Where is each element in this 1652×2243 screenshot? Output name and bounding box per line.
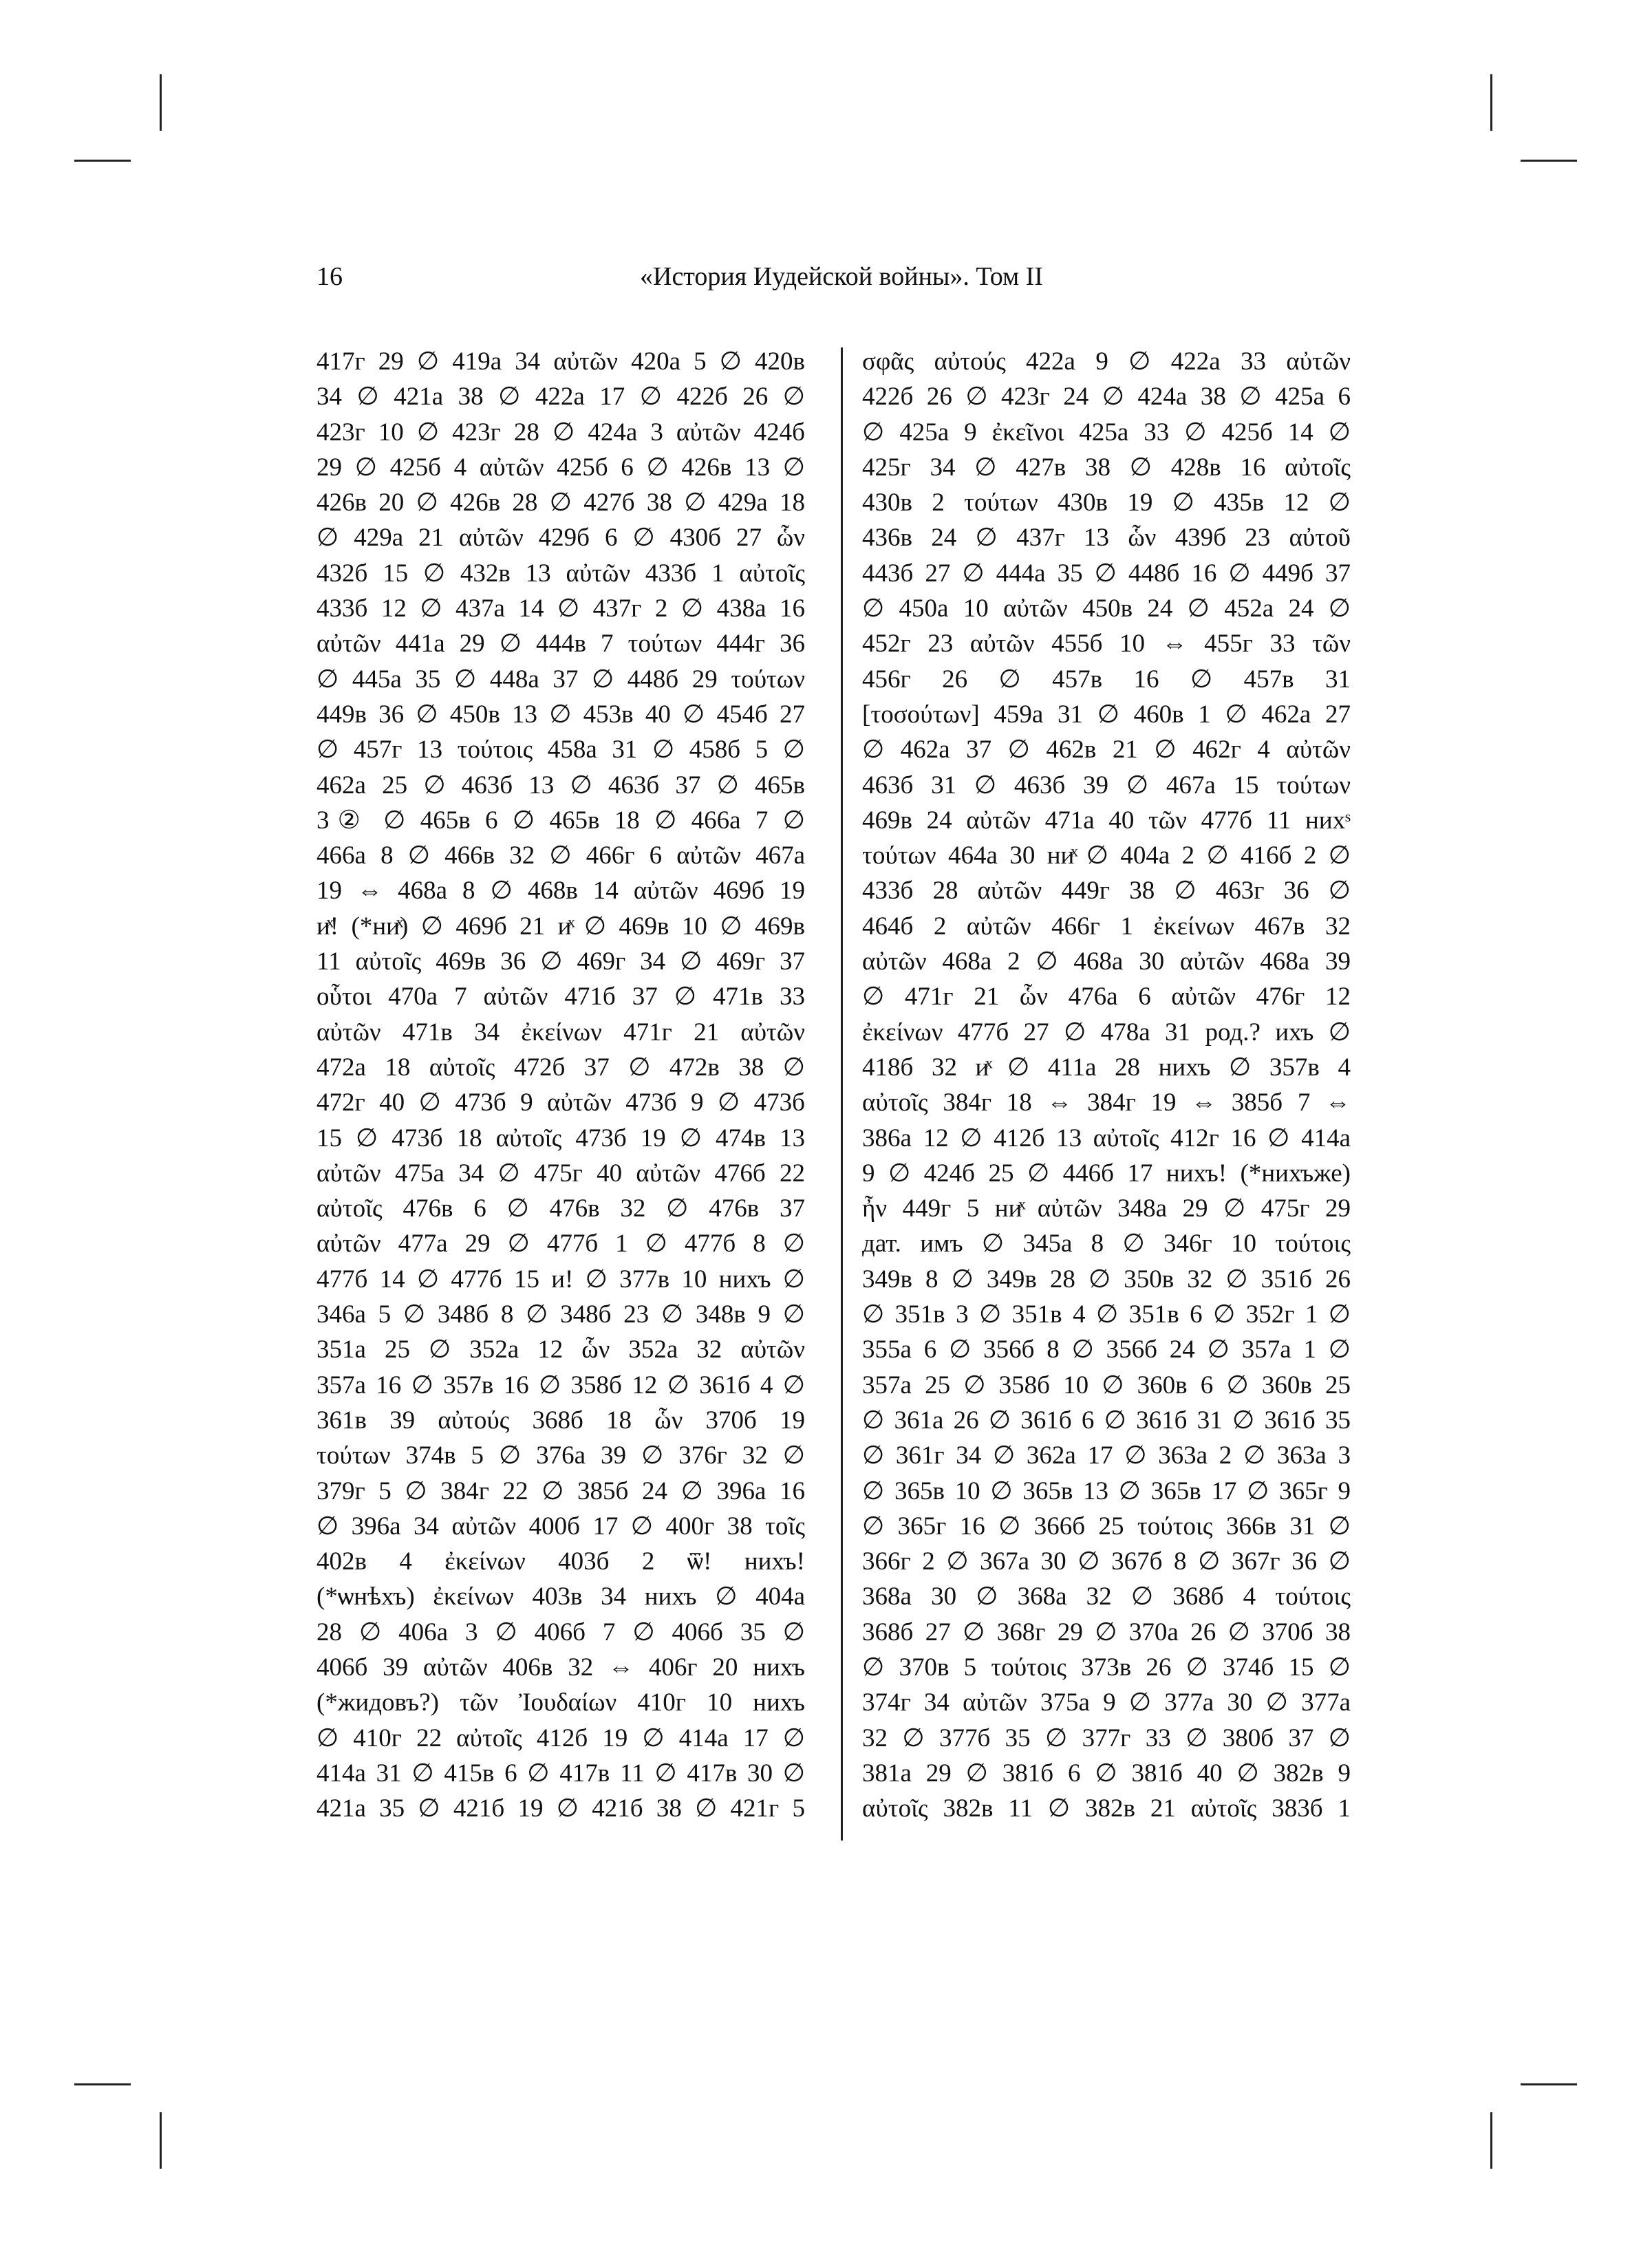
text-line-content: 477б 14 ∅ 477б 15 и! ∅ 377в 10 нихъ ∅ — [317, 1265, 805, 1294]
text-line — [317, 1297, 805, 1332]
text-line — [862, 1509, 1351, 1544]
text-line — [862, 556, 1351, 591]
text-line — [862, 485, 1351, 520]
text-line-content: дат. имъ ∅ 345а 8 ∅ 346г 10 τούτοις — [862, 1230, 1351, 1258]
text-line-content: 386а 12 ∅ 412б 13 αὐτοῖς 412г 16 ∅ 414а — [862, 1124, 1351, 1152]
text-line-content: τούτων 464а 30 ниͯ ∅ 404а 2 ∅ 416б 2 ∅ — [862, 841, 1351, 870]
crop-mark-bottom-left-vertical — [160, 2112, 162, 2169]
text-line-content: 449в 36 ∅ 450в 13 ∅ 453в 40 ∅ 454б 27 — [317, 700, 805, 729]
text-line — [862, 1191, 1351, 1226]
text-line — [862, 450, 1351, 485]
text-line-content: οὗτοι 470а 7 αὐτῶν 471б 37 ∅ 471в 33 — [317, 983, 805, 1011]
text-line-content: ∅ 471г 21 ὧν 476а 6 αὐτῶν 476г 12 — [862, 983, 1351, 1011]
text-line-content: 433б 12 ∅ 437а 14 ∅ 437г 2 ∅ 438а 16 — [317, 594, 805, 623]
text-line-content: αὐτοῖς 384г 18 ⇔ 384г 19 ⇔ 385б 7 ⇔ — [862, 1088, 1351, 1117]
text-line-content: τούτων 374в 5 ∅ 376а 39 ∅ 376г 32 ∅ — [317, 1441, 805, 1470]
text-line — [317, 1156, 805, 1191]
text-line — [317, 803, 805, 838]
text-line-content: αὐτῶν 477а 29 ∅ 477б 1 ∅ 477б 8 ∅ — [317, 1230, 805, 1258]
text-line — [862, 626, 1351, 661]
text-line — [862, 1615, 1351, 1650]
text-line — [862, 344, 1351, 379]
text-line-content: 433б 28 αὐτῶν 449г 38 ∅ 463г 36 ∅ — [862, 877, 1351, 905]
text-line — [317, 520, 805, 555]
text-line — [862, 1297, 1351, 1332]
text-line-content: 452г 23 αὐτῶν 455б 10 ⇔ 455г 33 τῶν — [862, 630, 1351, 658]
text-line-content: 346а 5 ∅ 348б 8 ∅ 348б 23 ∅ 348в 9 ∅ — [317, 1300, 805, 1329]
crop-mark-top-right-horizontal — [1521, 160, 1577, 162]
text-line — [862, 1050, 1351, 1085]
text-line-content: σφᾶς αὐτούς 422а 9 ∅ 422а 33 αὐτῶν — [862, 347, 1351, 376]
running-title: «История Иудейской войны». Том II — [640, 262, 1043, 291]
text-line-content: 464б 2 αὐτῶν 466г 1 ἐκείνων 467в 32 — [862, 912, 1351, 941]
text-line-content: 426в 20 ∅ 426в 28 ∅ 427б 38 ∅ 429а 18 — [317, 489, 805, 517]
text-line — [317, 662, 805, 697]
text-line — [317, 1544, 805, 1579]
text-line-content: 3② ∅ 465в 6 ∅ 465в 18 ∅ 466а 7 ∅ — [317, 806, 805, 835]
text-line — [862, 1544, 1351, 1579]
text-line — [862, 1332, 1351, 1367]
text-line-content: 402в 4 ἐκείνων 403б 2 ѿ! нихъ! — [317, 1547, 805, 1576]
text-line — [862, 1121, 1351, 1156]
text-line-content: 406б 39 αὐτῶν 406в 32 ⇔ 406г 20 нихъ — [317, 1653, 805, 1682]
text-line — [317, 1791, 805, 1826]
text-line — [317, 1121, 805, 1156]
text-line — [317, 556, 805, 591]
text-line-content: ἐκείνων 477б 27 ∅ 478а 31 род.? ихъ ∅ — [862, 1018, 1351, 1047]
text-line-content: 469в 24 αὐτῶν 471а 40 τῶν 477б 11 нихˢ — [862, 806, 1351, 835]
text-line — [317, 944, 805, 979]
text-line — [317, 1262, 805, 1297]
text-line-content: 466а 8 ∅ 466в 32 ∅ 466г 6 αὐτῶν 467а — [317, 841, 805, 870]
text-line — [317, 1509, 805, 1544]
text-line-content: 472г 40 ∅ 473б 9 αὐτῶν 473б 9 ∅ 473б — [317, 1088, 805, 1117]
crop-mark-top-left-vertical — [160, 74, 162, 131]
text-line — [862, 873, 1351, 908]
text-line — [317, 1438, 805, 1473]
crop-mark-bottom-right-horizontal — [1521, 2083, 1577, 2085]
text-line-content: 32 ∅ 377б 35 ∅ 377г 33 ∅ 380б 37 ∅ — [862, 1724, 1351, 1752]
text-line — [862, 1791, 1351, 1826]
crop-mark-bottom-left-horizontal — [74, 2083, 131, 2085]
right-column — [862, 344, 1351, 1826]
text-line-content: αὐτῶν 475а 34 ∅ 475г 40 αὐτῶν 476б 22 — [317, 1159, 805, 1188]
text-line — [862, 1015, 1351, 1050]
text-line — [317, 1191, 805, 1226]
text-line — [862, 1156, 1351, 1191]
text-line — [862, 944, 1351, 979]
text-line — [317, 591, 805, 626]
text-line — [317, 1332, 805, 1367]
text-line — [317, 732, 805, 767]
text-line-content: ∅ 429а 21 αὐτῶν 429б 6 ∅ 430б 27 ὧν — [317, 524, 805, 552]
text-line — [317, 1615, 805, 1650]
text-line-content: иͯ! (*ниͯ) ∅ 469б 21 иͯ ∅ 469в 10 ∅ 469в — [317, 912, 805, 941]
text-line — [862, 1403, 1351, 1438]
text-line — [317, 1226, 805, 1261]
text-line-content: 366г 2 ∅ 367а 30 ∅ 367б 8 ∅ 367г 36 ∅ — [862, 1547, 1351, 1576]
text-line-content: 28 ∅ 406а 3 ∅ 406б 7 ∅ 406б 35 ∅ — [317, 1618, 805, 1646]
text-line — [317, 379, 805, 414]
crop-mark-top-right-vertical — [1490, 74, 1492, 131]
text-line-content: 381а 29 ∅ 381б 6 ∅ 381б 40 ∅ 382в 9 — [862, 1759, 1351, 1788]
text-line — [862, 838, 1351, 873]
text-line — [862, 1368, 1351, 1403]
text-line-content: 443б 27 ∅ 444а 35 ∅ 448б 16 ∅ 449б 37 — [862, 559, 1351, 588]
text-line-content: (*жидовъ?) τῶν Ἰουδαίων 410г 10 нихъ — [317, 1688, 805, 1717]
text-line-content: ∅ 410г 22 αὐτοῖς 412б 19 ∅ 414а 17 ∅ — [317, 1724, 805, 1752]
text-line — [862, 1756, 1351, 1791]
text-line-content: 462а 25 ∅ 463б 13 ∅ 463б 37 ∅ 465в — [317, 771, 805, 799]
page-header — [317, 261, 1383, 303]
text-line-content: 351а 25 ∅ 352а 12 ὧν 352а 32 αὐτῶν — [317, 1335, 805, 1364]
text-line-content: ∅ 450а 10 αὐτῶν 450в 24 ∅ 452а 24 ∅ — [862, 594, 1351, 623]
text-line — [862, 662, 1351, 697]
text-line — [317, 979, 805, 1014]
text-line-content: ἦν 449г 5 ниͯ αὐτῶν 348а 29 ∅ 475г 29 — [862, 1194, 1351, 1223]
text-line-content: 432б 15 ∅ 432в 13 αὐτῶν 433б 1 αὐτοῖς — [317, 559, 805, 588]
text-line — [317, 1579, 805, 1614]
text-line-content: αὐτοῖς 476в 6 ∅ 476в 32 ∅ 476в 37 — [317, 1194, 805, 1223]
text-line-content: 11 αὐτοῖς 469в 36 ∅ 469г 34 ∅ 469г 37 — [317, 947, 805, 976]
text-line-content: 9 ∅ 424б 25 ∅ 446б 17 нихъ! (*нихъже) — [862, 1159, 1351, 1188]
text-line-content: ∅ 365в 10 ∅ 365в 13 ∅ 365в 17 ∅ 365г 9 — [862, 1477, 1351, 1505]
text-line-content: 374г 34 αὐτῶν 375а 9 ∅ 377а 30 ∅ 377а — [862, 1688, 1351, 1717]
text-line — [862, 979, 1351, 1014]
page-number: 16 — [317, 262, 343, 291]
text-line — [862, 768, 1351, 803]
text-line-content: 19 ⇔ 468а 8 ∅ 468в 14 αὐτῶν 469б 19 — [317, 877, 805, 905]
text-line — [862, 697, 1351, 732]
crop-mark-top-left-horizontal — [74, 160, 131, 162]
text-line-content: [τοσούτων] 459а 31 ∅ 460в 1 ∅ 462а 27 — [862, 700, 1351, 729]
text-line — [317, 1403, 805, 1438]
text-line-content: ∅ 361а 26 ∅ 361б 6 ∅ 361б 31 ∅ 361б 35 — [862, 1406, 1351, 1435]
text-line-content: ∅ 365г 16 ∅ 366б 25 τούτοις 366в 31 ∅ — [862, 1512, 1351, 1541]
text-line — [317, 838, 805, 873]
text-line-content: 430в 2 τούτων 430в 19 ∅ 435в 12 ∅ — [862, 489, 1351, 517]
text-line-content: αὐτοῖς 382в 11 ∅ 382в 21 αὐτοῖς 383б 1 — [862, 1794, 1351, 1823]
text-line-content: 349в 8 ∅ 349в 28 ∅ 350в 32 ∅ 351б 26 — [862, 1265, 1351, 1294]
text-line-content: 423г 10 ∅ 423г 28 ∅ 424а 3 αὐτῶν 424б — [317, 418, 805, 447]
text-line — [862, 909, 1351, 944]
text-line-content: ∅ 351в 3 ∅ 351в 4 ∅ 351в 6 ∅ 352г 1 ∅ — [862, 1300, 1351, 1329]
text-line — [862, 1085, 1351, 1120]
text-line-content: 422б 26 ∅ 423г 24 ∅ 424а 38 ∅ 425а 6 — [862, 383, 1351, 411]
text-line — [317, 450, 805, 485]
text-line-content: 456г 26 ∅ 457в 16 ∅ 457в 31 — [862, 665, 1351, 694]
text-line — [317, 697, 805, 732]
text-line — [317, 1015, 805, 1050]
text-line — [317, 873, 805, 908]
text-line — [317, 1756, 805, 1791]
text-line — [317, 1721, 805, 1756]
text-line-content: 418б 32 иͯ ∅ 411а 28 нихъ ∅ 357в 4 — [862, 1053, 1351, 1082]
text-line — [317, 1685, 805, 1720]
text-line — [317, 768, 805, 803]
text-line — [317, 1085, 805, 1120]
text-line-content: 355а 6 ∅ 356б 8 ∅ 356б 24 ∅ 357а 1 ∅ — [862, 1335, 1351, 1364]
text-line — [317, 485, 805, 520]
text-line-content: 357а 25 ∅ 358б 10 ∅ 360в 6 ∅ 360в 25 — [862, 1371, 1351, 1399]
text-line-content: ∅ 445а 35 ∅ 448а 37 ∅ 448б 29 τούτων — [317, 665, 805, 694]
text-line — [862, 1226, 1351, 1261]
text-line-content: 368а 30 ∅ 368а 32 ∅ 368б 4 τούτοις — [862, 1582, 1351, 1611]
text-line — [862, 1438, 1351, 1473]
crop-mark-bottom-right-vertical — [1490, 2112, 1492, 2169]
text-line-content: ∅ 457г 13 τούτοις 458а 31 ∅ 458б 5 ∅ — [317, 736, 805, 764]
text-line-content: 29 ∅ 425б 4 αὐτῶν 425б 6 ∅ 426в 13 ∅ — [317, 453, 805, 482]
text-line-content: 463б 31 ∅ 463б 39 ∅ 467а 15 τούτων — [862, 771, 1351, 799]
text-line-content: 361в 39 αὐτούς 368б 18 ὧν 370б 19 — [317, 1406, 805, 1435]
text-line — [862, 415, 1351, 450]
text-line — [862, 379, 1351, 414]
column-divider — [841, 347, 843, 1840]
text-line — [317, 1474, 805, 1509]
text-line — [317, 415, 805, 450]
text-line-content: 472а 18 αὐτοῖς 472б 37 ∅ 472в 38 ∅ — [317, 1053, 805, 1082]
left-column — [317, 344, 805, 1826]
text-line-content: 15 ∅ 473б 18 αὐτοῖς 473б 19 ∅ 474в 13 — [317, 1124, 805, 1152]
text-line — [862, 803, 1351, 838]
text-line-content: 425г 34 ∅ 427в 38 ∅ 428в 16 αὐτοῖς — [862, 453, 1351, 482]
text-line — [317, 1368, 805, 1403]
text-line-content: 414а 31 ∅ 415в 6 ∅ 417в 11 ∅ 417в 30 ∅ — [317, 1759, 805, 1788]
text-line — [317, 1650, 805, 1685]
text-line — [317, 344, 805, 379]
text-line-content: ∅ 361г 34 ∅ 362а 17 ∅ 363а 2 ∅ 363а 3 — [862, 1441, 1351, 1470]
text-line-content: 436в 24 ∅ 437г 13 ὧν 439б 23 αὐτοῦ — [862, 524, 1351, 552]
text-line-content: αὐτῶν 471в 34 ἐκείνων 471г 21 αὐτῶν — [317, 1018, 805, 1047]
text-line — [862, 1474, 1351, 1509]
text-line — [862, 732, 1351, 767]
text-line-content: 357а 16 ∅ 357в 16 ∅ 358б 12 ∅ 361б 4 ∅ — [317, 1371, 805, 1399]
text-line — [862, 591, 1351, 626]
text-line — [317, 909, 805, 944]
text-line-content: 379г 5 ∅ 384г 22 ∅ 385б 24 ∅ 396а 16 — [317, 1477, 805, 1505]
text-line — [862, 1685, 1351, 1720]
text-line — [862, 1262, 1351, 1297]
text-line-content: αὐτῶν 468а 2 ∅ 468а 30 αὐτῶν 468а 39 — [862, 947, 1351, 976]
text-line-content: ∅ 462а 37 ∅ 462в 21 ∅ 462г 4 αὐτῶν — [862, 736, 1351, 764]
text-line — [862, 1579, 1351, 1614]
text-line-content: ∅ 370в 5 τούτοις 373в 26 ∅ 374б 15 ∅ — [862, 1653, 1351, 1682]
text-line — [862, 1721, 1351, 1756]
text-line-content: αὐτῶν 441а 29 ∅ 444в 7 τούτων 444г 36 — [317, 630, 805, 658]
text-line — [317, 626, 805, 661]
text-line — [862, 1650, 1351, 1685]
text-line-content: (*ѡнѣхъ) ἐκείνων 403в 34 нихъ ∅ 404а — [317, 1582, 805, 1611]
text-line-content: 421а 35 ∅ 421б 19 ∅ 421б 38 ∅ 421г 5 — [317, 1794, 805, 1823]
text-line — [862, 520, 1351, 555]
text-line-content: 368б 27 ∅ 368г 29 ∅ 370а 26 ∅ 370б 38 — [862, 1618, 1351, 1646]
text-line — [317, 1050, 805, 1085]
text-line-content: 417г 29 ∅ 419а 34 αὐτῶν 420а 5 ∅ 420в — [317, 347, 805, 376]
text-line-content: ∅ 396а 34 αὐτῶν 400б 17 ∅ 400г 38 τοῖς — [317, 1512, 805, 1541]
text-line-content: ∅ 425а 9 ἐκεῖνοι 425а 33 ∅ 425б 14 ∅ — [862, 418, 1351, 447]
text-line-content: 34 ∅ 421а 38 ∅ 422а 17 ∅ 422б 26 ∅ — [317, 383, 805, 411]
